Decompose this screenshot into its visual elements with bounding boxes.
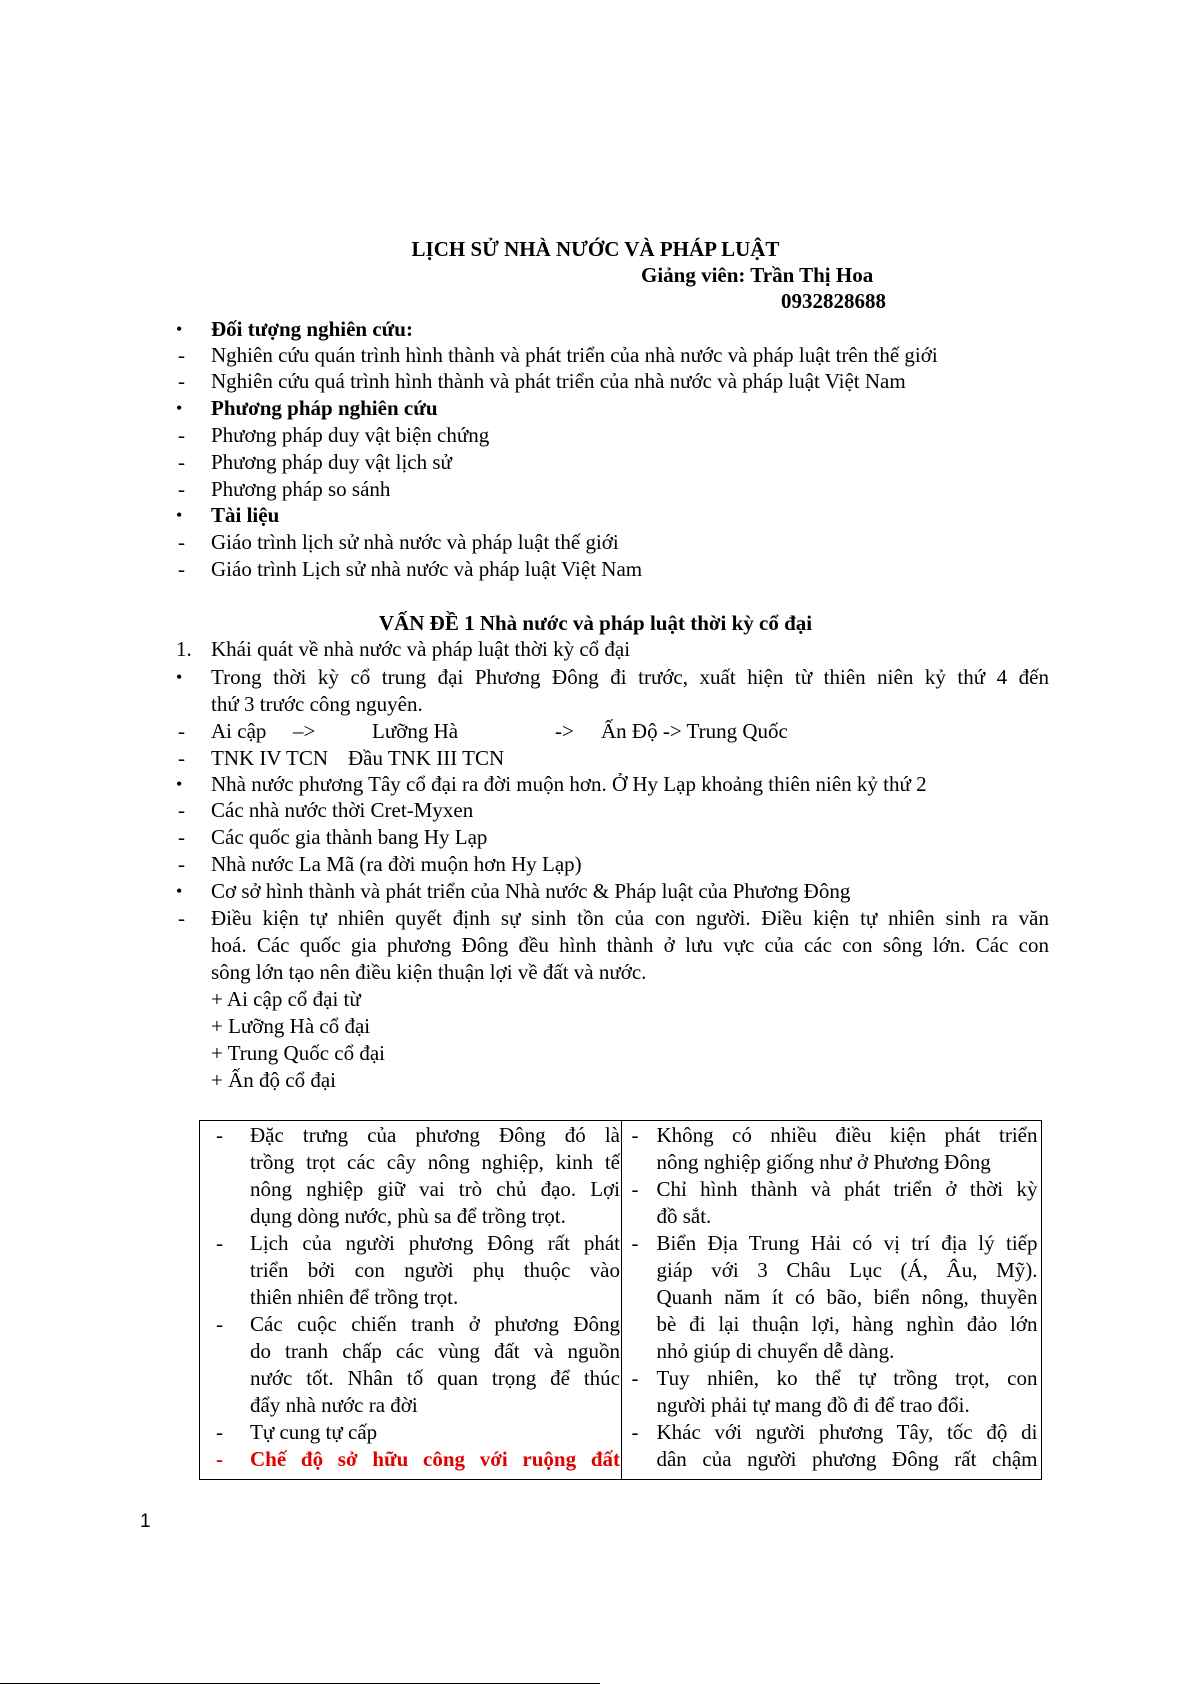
- paragraph-line: Trong thời kỳ cổ trung đại Phương Đông đi trước, xuất hiện từ thiên niên kỷ thứ 4 đến: [211, 665, 1049, 689]
- dash-icon: -: [216, 1312, 223, 1336]
- list-item: Các quốc gia thành bang Hy Lạp: [211, 825, 488, 849]
- tnk-b: Đầu TNK III TCN: [348, 746, 505, 770]
- paragraph-line: thứ 3 trước công nguyên.: [211, 692, 423, 716]
- cell-line: bè đi lại thuận lợi, hàng nghìn đảo lớn: [656, 1312, 1038, 1336]
- plus-item: + Trung Quốc cổ đại: [211, 1041, 386, 1065]
- cell-line: Tuy nhiên, ko thể tự trồng trọt, con: [656, 1366, 1038, 1390]
- plus-item: + Ấn độ cổ đại: [211, 1068, 336, 1092]
- list-item: Phương pháp duy vật lịch sử: [211, 450, 452, 474]
- dash-icon: -: [178, 369, 185, 393]
- numbered-marker: 1.: [176, 637, 192, 661]
- dash-icon: -: [178, 852, 185, 876]
- cell-line: Biển Địa Trung Hải có vị trí địa lý tiếp: [656, 1231, 1038, 1255]
- timeline-c: Ấn Độ -> Trung Quốc: [601, 719, 788, 743]
- list-item: Giáo trình lịch sử nhà nước và pháp luật thế giới: [211, 530, 619, 554]
- dash-icon: -: [631, 1366, 639, 1390]
- paragraph-line: Nhà nước phương Tây cổ đại ra đời muộn hơn. Ở Hy Lạp khoảng thiên niên kỷ thứ 2: [211, 772, 927, 796]
- tnk-a: TNK IV TCN: [211, 746, 329, 770]
- cell-line: dụng dòng nước, phù sa để trồng trọt.: [250, 1204, 566, 1228]
- heading-references: Tài liệu: [211, 503, 280, 527]
- list-item: Nghiên cứu quá trình hình thành và phát triển của nhà nước và pháp luật Việt Nam: [211, 369, 906, 393]
- timeline-b: Lưỡng Hà: [372, 719, 459, 743]
- list-item: Các nhà nước thời Cret-Myxen: [211, 798, 474, 822]
- cell-line: đẩy nhà nước ra đời: [250, 1393, 418, 1417]
- list-item: Nghiên cứu quán trình hình thành và phát triển của nhà nước và pháp luật trên thế giới: [211, 343, 938, 367]
- paragraph-line: sông lớn tạo nên điều kiện thuận lợi về đất và nước.: [211, 960, 647, 984]
- cell-line: triển bởi con người phụ thuộc vào: [250, 1258, 620, 1282]
- cell-line: do tranh chấp các vùng đất và nguồn: [250, 1339, 620, 1363]
- dash-icon: -: [178, 557, 185, 581]
- cell-line: Chỉ hình thành và phát triển ở thời kỳ: [656, 1177, 1038, 1201]
- dash-icon: -: [178, 746, 185, 770]
- plus-item: + Ai cập cổ đại từ: [211, 987, 361, 1011]
- dash-icon: -: [631, 1177, 639, 1201]
- cell-line: Các cuộc chiến tranh ở phương Đông: [250, 1312, 620, 1336]
- paragraph-line: Cơ sở hình thành và phát triển của Nhà nước & Pháp luật của Phương Đông: [211, 879, 851, 903]
- cell-line: Khác với người phương Tây, tốc độ di: [656, 1420, 1038, 1444]
- document-title: LỊCH SỬ NHÀ NƯỚC VÀ PHÁP LUẬT: [411, 237, 780, 261]
- dash-icon: -: [178, 825, 185, 849]
- cell-line: thiên nhiên để trồng trọt.: [250, 1285, 459, 1309]
- timeline-arrow: ->: [555, 719, 574, 743]
- cell-line: giáp với 3 Châu Lục (Á, Âu, Mỹ).: [656, 1258, 1038, 1282]
- cell-line: nông nghiệp giữ vai trò chủ đạo. Lợi: [250, 1177, 620, 1201]
- dash-icon: -: [178, 530, 185, 554]
- cell-line: người phải tự mang đồ đi để trao đổi.: [656, 1393, 970, 1417]
- heading-research-method: Phương pháp nghiên cứu: [211, 396, 438, 420]
- bullet-icon: •: [176, 667, 183, 687]
- dash-icon: -: [216, 1123, 223, 1147]
- bullet-icon: •: [176, 774, 183, 794]
- dash-icon: -: [631, 1231, 639, 1255]
- highlight-line: Chế độ sở hữu công với ruộng đất: [250, 1447, 620, 1471]
- cell-line: Quanh năm ít có bão, biển nông, thuyền: [656, 1285, 1038, 1309]
- dash-icon: -: [178, 450, 185, 474]
- cell-line: trồng trọt các cây nông nghiệp, kinh tế: [250, 1150, 620, 1174]
- cell-line: Đặc trưng của phương Đông đó là: [250, 1123, 620, 1147]
- dash-icon: -: [178, 906, 185, 930]
- dash-icon: -: [216, 1447, 223, 1471]
- bullet-icon: •: [176, 398, 183, 418]
- west-column: [622, 1121, 1042, 1480]
- cell-line: Tự cung tự cấp: [250, 1420, 378, 1444]
- timeline-a: Ai cập: [211, 719, 267, 743]
- cell-line: nhỏ giúp di chuyển dễ dàng.: [656, 1339, 895, 1363]
- list-item: Phương pháp so sánh: [211, 477, 391, 501]
- cell-line: đồ sắt.: [656, 1204, 712, 1228]
- cell-line: nước tốt. Nhân tố quan trọng để thúc: [250, 1366, 620, 1390]
- section-heading: VẤN ĐỀ 1 Nhà nước và pháp luật thời kỳ cổ đại: [378, 611, 813, 635]
- paragraph-line: Điều kiện tự nhiên quyết định sự sinh tồn của con người. Điều kiện tự nhiên sinh ra văn: [211, 906, 1049, 930]
- footer-divider: [0, 1683, 600, 1684]
- lecturer-phone: 0932828688: [781, 289, 886, 313]
- dash-icon: -: [178, 719, 185, 743]
- cell-line: nông nghiệp giống như ở Phương Đông: [656, 1150, 991, 1174]
- bullet-icon: •: [176, 319, 183, 339]
- cell-line: Không có nhiều điều kiện phát triển: [656, 1123, 1038, 1147]
- dash-icon: -: [178, 423, 185, 447]
- dash-icon: -: [216, 1231, 223, 1255]
- bullet-icon: •: [176, 881, 183, 901]
- east-column: [200, 1121, 622, 1480]
- dash-icon: -: [631, 1420, 639, 1444]
- plus-item: + Lưỡng Hà cổ đại: [211, 1014, 371, 1038]
- paragraph-line: hoá. Các quốc gia phương Đông đều hình thành ở lưu vực của các con sông lớn. Các con: [211, 933, 1049, 957]
- dash-icon: -: [631, 1123, 639, 1147]
- cell-line: Lịch của người phương Đông rất phát: [250, 1231, 620, 1255]
- timeline-arrow: –>: [293, 719, 316, 743]
- dash-icon: -: [216, 1420, 223, 1444]
- comparison-table: [199, 1120, 1042, 1480]
- overview-item: Khái quát về nhà nước và pháp luật thời kỳ cổ đại: [211, 637, 631, 661]
- list-item: Nhà nước La Mã (ra đời muộn hơn Hy Lạp): [211, 852, 582, 876]
- dash-icon: -: [178, 798, 185, 822]
- page-number: 1: [140, 1511, 151, 1532]
- lecturer-name: Giảng viên: Trần Thị Hoa: [641, 263, 874, 287]
- heading-research-subject: Đối tượng nghiên cứu:: [211, 317, 413, 341]
- list-item: Phương pháp duy vật biện chứng: [211, 423, 490, 447]
- dash-icon: -: [178, 477, 185, 501]
- dash-icon: -: [178, 343, 185, 367]
- bullet-icon: •: [176, 505, 183, 525]
- list-item: Giáo trình Lịch sử nhà nước và pháp luật Việt Nam: [211, 557, 643, 581]
- cell-line: dân của người phương Đông rất chậm: [656, 1447, 1038, 1471]
